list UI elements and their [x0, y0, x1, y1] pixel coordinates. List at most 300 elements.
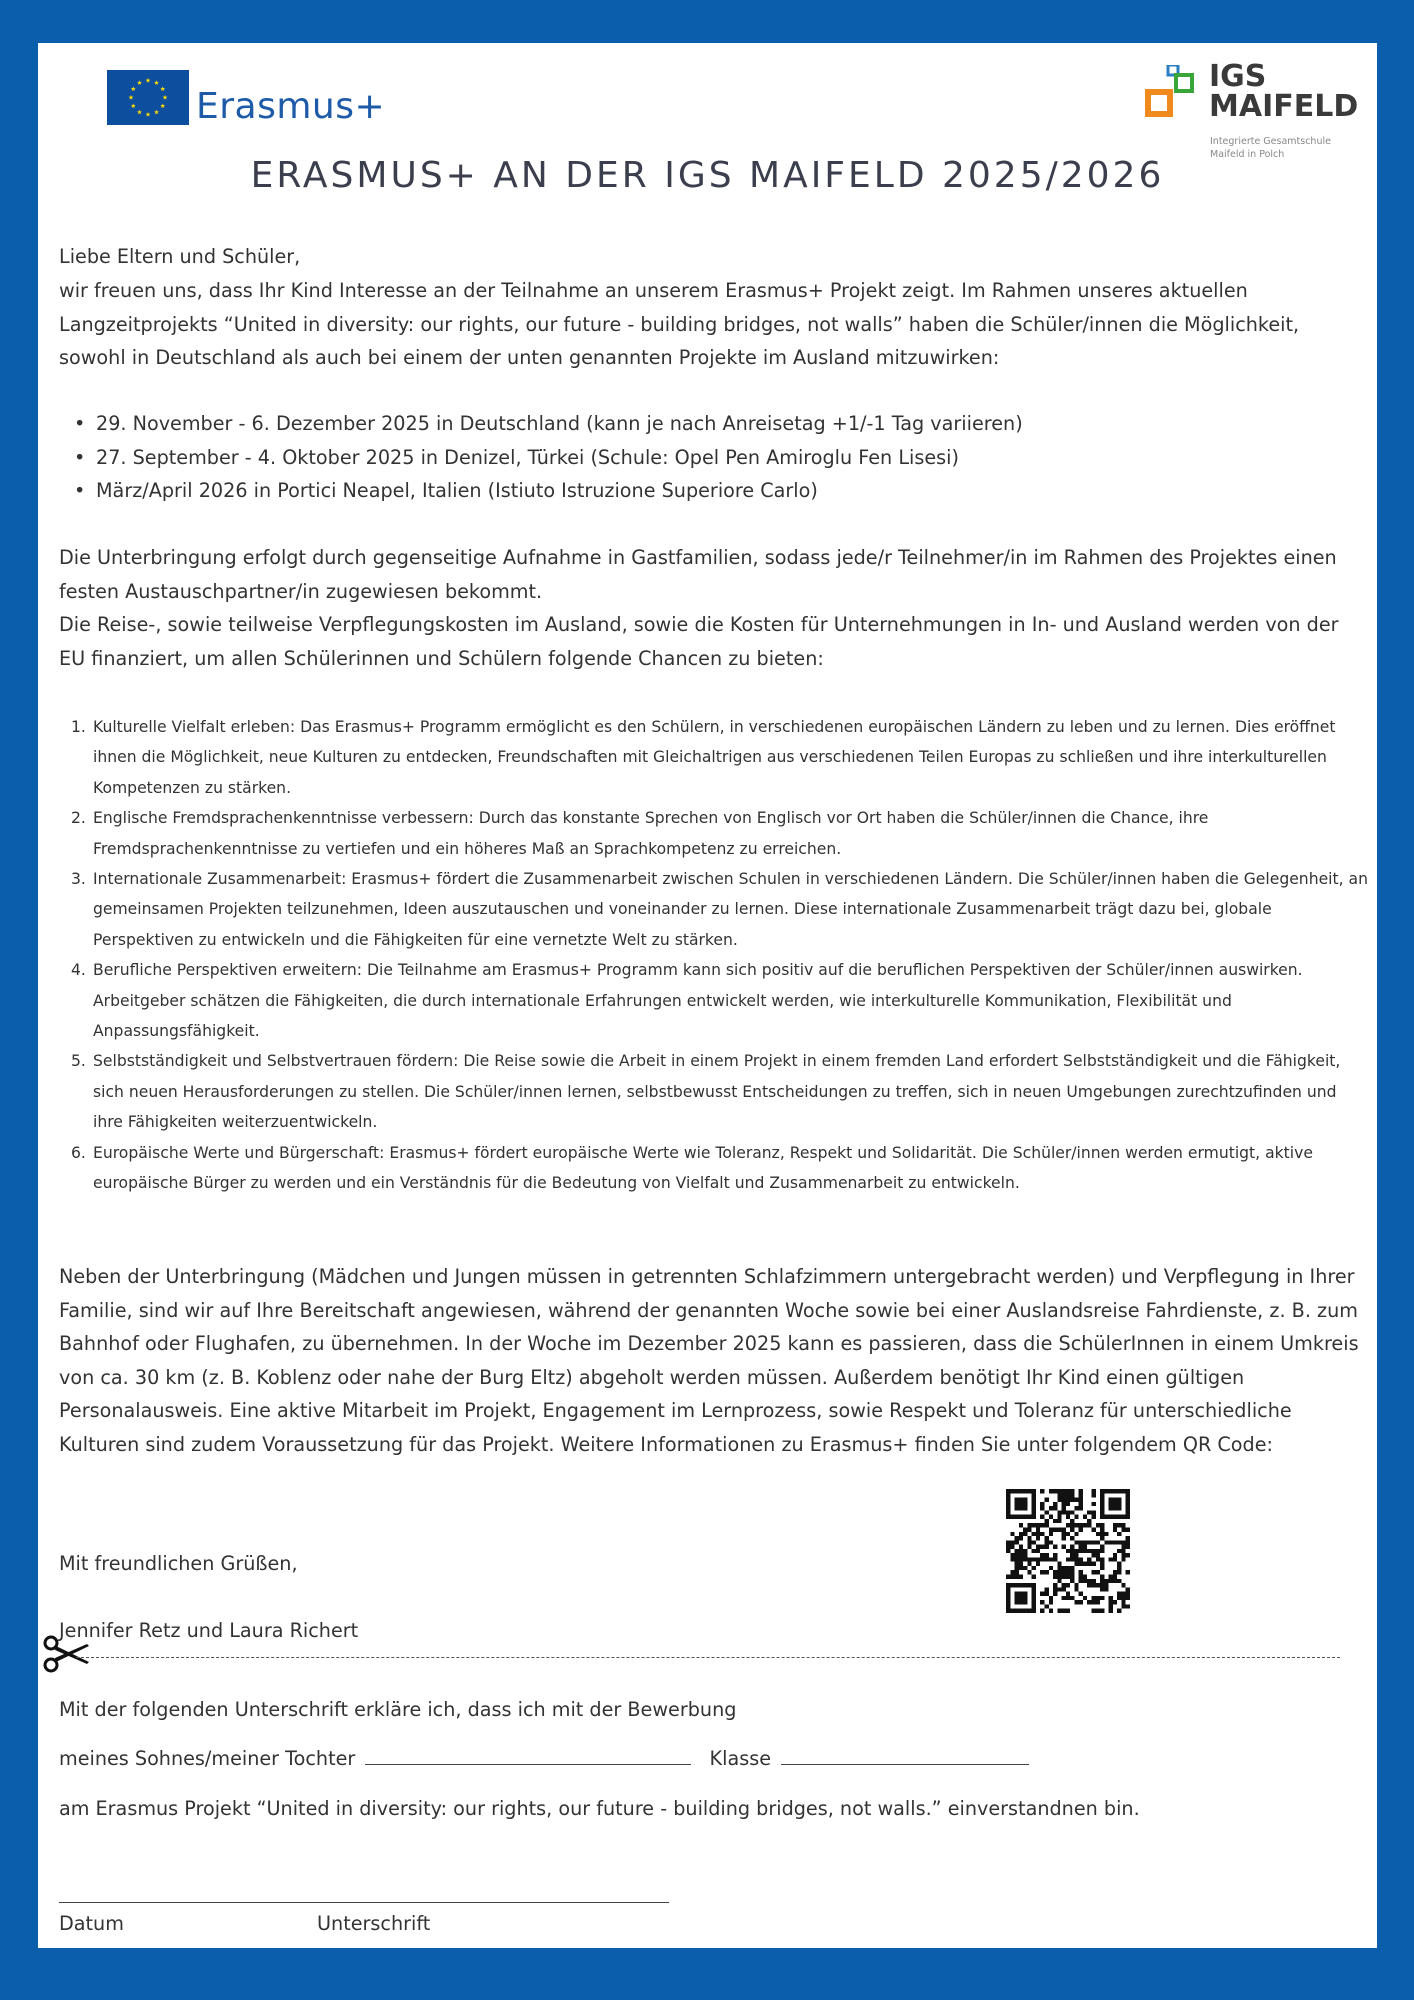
- list-item: [59, 1138, 1369, 1199]
- qr-module: [1070, 1557, 1074, 1561]
- qr-module: [1032, 1523, 1036, 1527]
- qr-module: [1053, 1489, 1057, 1493]
- qr-module: [1053, 1570, 1057, 1574]
- qr-module: [1121, 1604, 1125, 1608]
- qr-module: [1057, 1515, 1061, 1519]
- qr-module: [1066, 1592, 1070, 1596]
- qr-module: [1027, 1536, 1031, 1540]
- qr-module: [1062, 1493, 1066, 1497]
- qr-module: [1079, 1592, 1083, 1596]
- qr-module: [1032, 1575, 1036, 1579]
- school-logo-sub2: Maifeld in Polch: [1210, 149, 1285, 160]
- qr-module: [1036, 1536, 1040, 1540]
- date-label: Datum: [59, 1912, 124, 1935]
- qr-module: [1066, 1575, 1070, 1579]
- qr-module: [1040, 1553, 1044, 1557]
- qr-module: [1121, 1523, 1125, 1527]
- qr-module: [1079, 1562, 1083, 1566]
- qr-module: [1057, 1609, 1061, 1613]
- qr-module: [1044, 1570, 1048, 1574]
- qr-module: [1096, 1540, 1100, 1544]
- qr-module: [1087, 1600, 1091, 1604]
- qr-module: [1100, 1527, 1104, 1531]
- qr-module: [1100, 1536, 1104, 1540]
- qr-module: [1092, 1502, 1096, 1506]
- qr-module: [1113, 1553, 1117, 1557]
- document-page: [38, 43, 1377, 1948]
- logo-square-orange: [1148, 92, 1170, 114]
- qr-module: [1040, 1609, 1044, 1613]
- qr-module: [1053, 1553, 1057, 1557]
- qr-module: [1074, 1549, 1078, 1553]
- qr-module: [1019, 1523, 1023, 1527]
- qr-module: [1044, 1498, 1048, 1502]
- qr-module: [1044, 1519, 1048, 1523]
- qr-module: [1083, 1579, 1087, 1583]
- qr-module: [1036, 1532, 1040, 1536]
- qr-module: [1006, 1545, 1010, 1549]
- qr-module: [1096, 1532, 1100, 1536]
- qr-module: [1066, 1549, 1070, 1553]
- qr-module: [1117, 1592, 1121, 1596]
- qr-module: [1062, 1566, 1066, 1570]
- qr-module: [1092, 1583, 1096, 1587]
- qr-module: [1062, 1506, 1066, 1510]
- qr-module: [1062, 1545, 1066, 1549]
- qr-module: [1027, 1570, 1031, 1574]
- class-field[interactable]: [781, 1750, 1029, 1765]
- qr-module: [1044, 1553, 1048, 1557]
- qr-module: [1040, 1592, 1044, 1596]
- qr-module: [1070, 1549, 1074, 1553]
- qr-module: [1079, 1570, 1083, 1574]
- qr-module: [1044, 1587, 1048, 1591]
- list-number: 6.: [71, 1143, 86, 1162]
- qr-module: [1062, 1536, 1066, 1540]
- qr-module: [1027, 1562, 1031, 1566]
- qr-module: [1070, 1493, 1074, 1497]
- qr-module: [1121, 1600, 1125, 1604]
- list-item: • März/April 2026 in Portici Neapel, Italien (Istiuto Istruzione Superiore Carlo): [58, 474, 1023, 508]
- qr-finder-pattern: [1109, 1498, 1122, 1511]
- qr-module: [1053, 1583, 1057, 1587]
- qr-module: [1066, 1502, 1070, 1506]
- list-item: • 27. September - 4. Oktober 2025 in Denizel, Türkei (Schule: Opel Pen Amiroglu Fen Lisesi): [58, 441, 1023, 475]
- scissors-blade-bottom: [55, 1644, 89, 1662]
- scissors-handle-top: [45, 1637, 57, 1649]
- qr-module: [1096, 1523, 1100, 1527]
- qr-module: [1019, 1536, 1023, 1540]
- child-label: meines Sohnes/meiner Tochter: [59, 1747, 356, 1770]
- qr-module: [1074, 1540, 1078, 1544]
- qr-module: [1109, 1596, 1113, 1600]
- qr-module: [1010, 1553, 1014, 1557]
- qr-module: [1066, 1489, 1070, 1493]
- qr-module: [1053, 1506, 1057, 1510]
- qr-module: [1015, 1553, 1019, 1557]
- qr-module: [1087, 1519, 1091, 1523]
- qr-module: [1079, 1502, 1083, 1506]
- qr-module: [1027, 1545, 1031, 1549]
- school-logo-sub1: Integrierte Gesamtschule: [1210, 136, 1331, 147]
- qr-module: [1036, 1527, 1040, 1531]
- qr-module: [1074, 1583, 1078, 1587]
- intro-text: wir freuen uns, dass Ihr Kind Interesse an der Teilnahme an unserem Erasmus+ Projekt zeigt. Im Rahmen unseres aktuellen Langzeitprojekts “United in diversity: our rights, our future - building bridges, not walls” haben die Schüler/innen die Möglichkeit, sowohl in Deutschland als auch bei einem der unten genannten Projekte im Ausland mitzuwirken:: [59, 279, 1300, 369]
- qr-module: [1109, 1600, 1113, 1604]
- qr-module: [1087, 1583, 1091, 1587]
- qr-module: [1074, 1498, 1078, 1502]
- qr-module: [1126, 1592, 1130, 1596]
- qr-module: [1087, 1540, 1091, 1544]
- qr-module: [1083, 1562, 1087, 1566]
- qr-module: [1092, 1510, 1096, 1514]
- qr-module: [1092, 1527, 1096, 1531]
- signature-field[interactable]: [59, 1902, 669, 1903]
- qr-module: [1027, 1523, 1031, 1527]
- qr-module: [1066, 1510, 1070, 1514]
- qr-module: [1066, 1515, 1070, 1519]
- qr-module: [1104, 1583, 1108, 1587]
- qr-module: [1040, 1502, 1044, 1506]
- consent-line-1: Mit der folgenden Unterschrift erkläre ich, dass ich mit der Bewerbung: [59, 1698, 737, 1721]
- qr-module: [1083, 1540, 1087, 1544]
- qr-module: [1062, 1596, 1066, 1600]
- qr-module: [1062, 1527, 1066, 1531]
- qr-module: [1010, 1575, 1014, 1579]
- qr-module: [1023, 1553, 1027, 1557]
- qr-module: [1104, 1540, 1108, 1544]
- qr-module: [1100, 1532, 1104, 1536]
- qr-module: [1066, 1493, 1070, 1497]
- qr-module: [1036, 1523, 1040, 1527]
- qr-module: [1057, 1519, 1061, 1523]
- qr-module: [1096, 1609, 1100, 1613]
- qr-module: [1079, 1498, 1083, 1502]
- qr-module: [1006, 1540, 1010, 1544]
- qr-module: [1113, 1600, 1117, 1604]
- qr-module: [1121, 1553, 1125, 1557]
- qr-module: [1109, 1604, 1113, 1608]
- qr-finder-pattern: [1015, 1498, 1028, 1511]
- qr-module: [1126, 1587, 1130, 1591]
- qr-module: [1049, 1600, 1053, 1604]
- qr-module: [1092, 1562, 1096, 1566]
- qr-module: [1053, 1502, 1057, 1506]
- qr-module: [1019, 1575, 1023, 1579]
- qr-module: [1044, 1510, 1048, 1514]
- qr-module: [1113, 1557, 1117, 1561]
- qr-module: [1070, 1523, 1074, 1527]
- qr-module: [1109, 1540, 1113, 1544]
- list-text: Englische Fremdsprachenkenntnisse verbessern: Durch das konstante Sprechen von Englisch vor Ort haben die Schüler/innen die Chance, ihre Fremdsprachenkenntnisse zu vertiefen und ein höheres Maß an Sprachkompetenz zu erreichen.: [93, 809, 1209, 858]
- qr-finder-pattern: [1015, 1592, 1028, 1605]
- qr-module: [1100, 1583, 1104, 1587]
- qr-module: [1092, 1570, 1096, 1574]
- qr-module: [1109, 1557, 1113, 1561]
- qr-module: [1036, 1549, 1040, 1553]
- qr-module: [1074, 1553, 1078, 1557]
- qr-module: [1057, 1527, 1061, 1531]
- qr-module: [1057, 1510, 1061, 1514]
- qr-module: [1079, 1545, 1083, 1549]
- qr-module: [1066, 1570, 1070, 1574]
- qr-module: [1083, 1523, 1087, 1527]
- qr-module: [1079, 1600, 1083, 1604]
- qr-module: [1109, 1609, 1113, 1613]
- qr-module: [1015, 1575, 1019, 1579]
- qr-module: [1070, 1510, 1074, 1514]
- qr-module: [1044, 1604, 1048, 1608]
- qr-module: [1019, 1549, 1023, 1553]
- qr-module: [1100, 1557, 1104, 1561]
- qr-module: [1062, 1532, 1066, 1536]
- qr-module: [1040, 1489, 1044, 1493]
- qr-module: [1087, 1523, 1091, 1527]
- qr-module: [1126, 1545, 1130, 1549]
- qr-module: [1010, 1557, 1014, 1561]
- qr-module: [1104, 1587, 1108, 1591]
- qr-module: [1079, 1493, 1083, 1497]
- qr-module: [1126, 1540, 1130, 1544]
- qr-module: [1126, 1570, 1130, 1574]
- qr-module: [1079, 1579, 1083, 1583]
- qr-module: [1121, 1540, 1125, 1544]
- qr-module: [1074, 1587, 1078, 1591]
- qr-module: [1044, 1536, 1048, 1540]
- qr-module: [1027, 1557, 1031, 1561]
- accommodation-text: Die Unterbringung erfolgt durch gegenseitige Aufnahme in Gastfamilien, sodass jede/r Teilnehmer/in im Rahmen des Projektes einen festen Austauschpartner/in zugewiesen bekommt.: [59, 546, 1337, 603]
- list-text: Internationale Zusammenarbeit: Erasmus+ fördert die Zusammenarbeit zwischen Schulen in verschiedenen Ländern. Die Schüler/innen haben die Gelegenheit, an gemeinsamen Projekten teilzunehmen, Ideen auszutauschen und voneinander zu lernen. Diese internationale Zusammenarbeit trägt dazu bei, globale Perspektiven zu entwickeln und die Fähigkeiten für eine vernetzte Welt zu stärken.: [93, 870, 1368, 949]
- qr-module: [1023, 1557, 1027, 1561]
- qr-module: [1019, 1532, 1023, 1536]
- qr-module: [1053, 1587, 1057, 1591]
- qr-module: [1057, 1498, 1061, 1502]
- qr-module: [1070, 1498, 1074, 1502]
- qr-module: [1070, 1545, 1074, 1549]
- qr-module: [1100, 1579, 1104, 1583]
- qr-module: [1019, 1553, 1023, 1557]
- qr-module: [1015, 1540, 1019, 1544]
- qr-module: [1121, 1557, 1125, 1561]
- qr-module: [1053, 1519, 1057, 1523]
- dates-list: [58, 407, 1023, 508]
- qr-module: [1070, 1566, 1074, 1570]
- qr-module: [1049, 1566, 1053, 1570]
- list-item: [59, 955, 1369, 1046]
- qr-module: [1126, 1604, 1130, 1608]
- qr-module: [1044, 1540, 1048, 1544]
- qr-module: [1040, 1515, 1044, 1519]
- cut-line: [76, 1657, 1340, 1658]
- qr-module: [1062, 1510, 1066, 1514]
- list-number: 1.: [71, 718, 86, 736]
- qr-module: [1044, 1523, 1048, 1527]
- qr-module: [1087, 1510, 1091, 1514]
- qr-module: [1117, 1566, 1121, 1570]
- qr-module: [1010, 1570, 1014, 1574]
- qr-module: [1066, 1583, 1070, 1587]
- qr-module: [1104, 1532, 1108, 1536]
- qr-module: [1049, 1557, 1053, 1561]
- qr-module: [1092, 1489, 1096, 1493]
- page-title: ERASMUS+ AN DER IGS MAIFELD 2025/2026: [250, 155, 1165, 196]
- qr-module: [1032, 1566, 1036, 1570]
- qr-module: [1079, 1489, 1083, 1493]
- qr-module: [1010, 1532, 1014, 1536]
- qr-module: [1040, 1557, 1044, 1561]
- list-text: Kulturelle Vielfalt erleben: Das Erasmus+ Programm ermöglicht es den Schülern, in verschiedenen europäischen Ländern zu leben und zu lernen. Dies eröffnet ihnen die Möglichkeit, neue Kulturen zu entdecken, Freundschaften mit Gleichaltrigen aus verschiedenen Teilen Europas zu schließen und ihre interkulturellen Kompetenzen zu stärken.: [93, 718, 1336, 797]
- qr-module: [1100, 1575, 1104, 1579]
- logo-square-green: [1176, 75, 1192, 91]
- qr-module: [1032, 1540, 1036, 1544]
- qr-module: [1100, 1562, 1104, 1566]
- qr-module: [1083, 1549, 1087, 1553]
- qr-module: [1074, 1532, 1078, 1536]
- qr-module: [1092, 1540, 1096, 1544]
- qr-module: [1057, 1562, 1061, 1566]
- qr-module: [1062, 1502, 1066, 1506]
- qr-module: [1121, 1545, 1125, 1549]
- school-logo-line2: MAIFELD: [1209, 89, 1359, 124]
- qr-module: [1100, 1596, 1104, 1600]
- qr-module: [1117, 1540, 1121, 1544]
- qr-module: [1079, 1575, 1083, 1579]
- list-text: Europäische Werte und Bürgerschaft: Erasmus+ fördert europäische Werte wie Toleranz, Respekt und Solidarität. Die Schüler/innen werden ermutigt, aktive europäische Bürger zu werden und ein Verständnis für die Bedeutung von Vielfalt und Zusammenarbeit zu entwickeln.: [93, 1143, 1313, 1193]
- qr-module: [1066, 1566, 1070, 1570]
- qr-module: [1044, 1545, 1048, 1549]
- qr-module: [1049, 1596, 1053, 1600]
- qr-module: [1019, 1545, 1023, 1549]
- qr-module: [1100, 1566, 1104, 1570]
- qr-module: [1117, 1579, 1121, 1583]
- qr-module: [1066, 1596, 1070, 1600]
- qr-module: [1036, 1557, 1040, 1561]
- qr-module: [1074, 1600, 1078, 1604]
- qr-module: [1023, 1566, 1027, 1570]
- qr-module: [1066, 1532, 1070, 1536]
- qr-module: [1015, 1557, 1019, 1561]
- class-label: Klasse: [709, 1747, 772, 1770]
- qr-module: [1023, 1532, 1027, 1536]
- qr-module: [1079, 1523, 1083, 1527]
- qr-module: [1092, 1549, 1096, 1553]
- qr-module: [1117, 1532, 1121, 1536]
- qr-module: [1121, 1583, 1125, 1587]
- signers-text: Jennifer Retz und Laura Richert: [59, 1619, 359, 1642]
- qr-module: [1049, 1540, 1053, 1544]
- qr-module: [1062, 1570, 1066, 1574]
- qr-module: [1036, 1545, 1040, 1549]
- consent-line-2: [59, 1746, 1029, 1772]
- qr-module: [1087, 1557, 1091, 1561]
- regards-text: Mit freundlichen Grüßen,: [59, 1552, 298, 1575]
- list-item: [59, 1046, 1369, 1137]
- qr-module: [1057, 1566, 1061, 1570]
- qr-module: [1057, 1587, 1061, 1591]
- qr-module: [1100, 1587, 1104, 1591]
- qr-module: [1066, 1557, 1070, 1561]
- qr-module: [1057, 1489, 1061, 1493]
- qr-module: [1079, 1527, 1083, 1531]
- qr-module: [1040, 1570, 1044, 1574]
- qr-module: [1070, 1489, 1074, 1493]
- qr-module: [1032, 1549, 1036, 1553]
- qr-module: [1062, 1498, 1066, 1502]
- scissors-handle-bottom: [45, 1659, 57, 1671]
- qr-module: [1006, 1549, 1010, 1553]
- qr-module: [1117, 1562, 1121, 1566]
- school-logo-line1: IGS: [1209, 59, 1267, 94]
- qr-module: [1070, 1553, 1074, 1557]
- list-number: 2.: [71, 809, 86, 828]
- qr-module: [1074, 1523, 1078, 1527]
- list-number: 4.: [71, 961, 86, 980]
- qr-module: [1117, 1596, 1121, 1600]
- child-name-field[interactable]: [365, 1750, 691, 1765]
- qr-module: [1044, 1557, 1048, 1561]
- list-item: [59, 712, 1369, 803]
- qr-module: [1117, 1609, 1121, 1613]
- qr-module: [1117, 1523, 1121, 1527]
- qr-module: [1096, 1570, 1100, 1574]
- qr-module: [1092, 1493, 1096, 1497]
- qr-module: [1070, 1570, 1074, 1574]
- qr-module: [1062, 1583, 1066, 1587]
- qr-module: [1040, 1545, 1044, 1549]
- qr-module: [1087, 1562, 1091, 1566]
- erasmus-logo-text: Erasmus+: [196, 86, 386, 127]
- qr-module: [1053, 1575, 1057, 1579]
- qr-module: [1100, 1609, 1104, 1613]
- qr-module: [1062, 1489, 1066, 1493]
- qr-module: [1015, 1562, 1019, 1566]
- scissors-icon: [43, 1634, 91, 1674]
- qr-module: [1019, 1557, 1023, 1561]
- igs-logo-icon: [1144, 65, 1204, 125]
- qr-module: [1126, 1553, 1130, 1557]
- qr-module: [1015, 1570, 1019, 1574]
- qr-module: [1096, 1553, 1100, 1557]
- qr-module: [1100, 1549, 1104, 1553]
- qr-module: [1023, 1527, 1027, 1531]
- qr-module: [1083, 1545, 1087, 1549]
- qr-module: [1023, 1549, 1027, 1553]
- qr-module: [1113, 1540, 1117, 1544]
- qr-module: [1096, 1596, 1100, 1600]
- qr-module: [1049, 1515, 1053, 1519]
- qr-module: [1027, 1540, 1031, 1544]
- qr-module: [1121, 1596, 1125, 1600]
- list-item: [59, 803, 1369, 864]
- qr-module: [1062, 1575, 1066, 1579]
- qr-module: [1070, 1575, 1074, 1579]
- qr-module: [1049, 1609, 1053, 1613]
- qr-module: [1049, 1527, 1053, 1531]
- qr-module: [1096, 1549, 1100, 1553]
- qr-module: [1057, 1579, 1061, 1583]
- list-number: 3.: [71, 870, 86, 889]
- qr-module: [1113, 1527, 1117, 1531]
- scissors-blade-top: [55, 1646, 89, 1664]
- qr-module: [1066, 1609, 1070, 1613]
- qr-module: [1074, 1515, 1078, 1519]
- qr-module: [1092, 1596, 1096, 1600]
- qr-module: [1057, 1570, 1061, 1574]
- qr-module: [1092, 1515, 1096, 1519]
- qr-module: [1057, 1575, 1061, 1579]
- qr-code-icon[interactable]: [1006, 1489, 1130, 1613]
- list-item: [59, 864, 1369, 955]
